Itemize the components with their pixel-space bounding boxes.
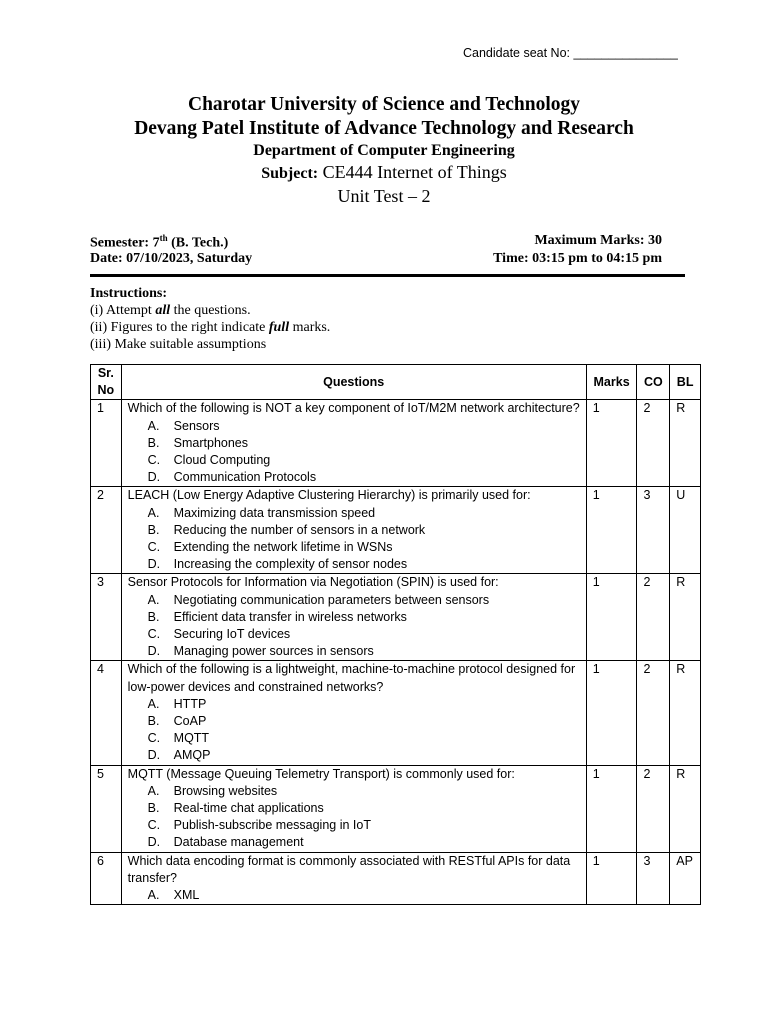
- option-letter: D.: [147, 644, 161, 659]
- candidate-seat-number: Candidate seat No: _______________: [463, 46, 678, 60]
- option-text: HTTP: [173, 696, 207, 711]
- bl-cell: R: [670, 574, 701, 661]
- answer-option: [128, 469, 580, 486]
- option-letter: C.: [147, 540, 161, 555]
- bl-cell: U: [670, 487, 701, 574]
- option-letter: B.: [147, 801, 160, 816]
- bl-cell: R: [670, 661, 701, 765]
- marks-cell: 1: [586, 852, 637, 905]
- header-co: CO: [637, 365, 670, 400]
- institute-name: Devang Patel Institute of Advance Technology and Research: [134, 118, 634, 139]
- question-text: Which of the following is a lightweight, machine-to-machine protocol designed for low-power devices and constrained networks?: [127, 662, 576, 694]
- answer-option: [128, 817, 580, 834]
- answer-option: [128, 435, 580, 452]
- header-sr-line2: No: [97, 383, 115, 398]
- bl-cell: AP: [670, 852, 701, 905]
- instruction-2-emphasis: full: [268, 320, 290, 335]
- co-cell: 2: [637, 661, 670, 765]
- option-text: Publish-subscribe messaging in IoT: [173, 818, 371, 833]
- answer-option: [128, 505, 580, 522]
- option-text: Extending the network lifetime in WSNs: [173, 540, 393, 555]
- answer-option: [128, 783, 580, 800]
- test-title: Unit Test – 2: [337, 186, 431, 206]
- table-row: [91, 574, 701, 661]
- co-cell: 2: [637, 765, 670, 852]
- marks-cell: 1: [586, 400, 637, 487]
- co-cell: 3: [637, 487, 670, 574]
- subject-name: CE444 Internet of Things: [322, 162, 507, 182]
- co-cell: 3: [637, 852, 670, 905]
- semester-suffix: (B. Tech.): [167, 235, 229, 251]
- questions-table: [90, 364, 701, 905]
- question-cell: [121, 765, 586, 852]
- option-letter: D.: [147, 835, 161, 850]
- answer-option: [128, 556, 580, 573]
- questions-body: [91, 400, 701, 905]
- question-number: 6: [91, 852, 122, 905]
- question-number: 5: [91, 765, 122, 852]
- option-text: CoAP: [173, 714, 207, 729]
- option-text: Maximizing data transmission speed: [173, 505, 376, 520]
- marks-cell: 1: [586, 574, 637, 661]
- option-letter: C.: [147, 453, 161, 468]
- option-letter: B.: [147, 609, 160, 624]
- option-letter: D.: [147, 470, 161, 485]
- semester-prefix: Semester: 7: [90, 235, 160, 251]
- bl-cell: R: [670, 400, 701, 487]
- option-letter: C.: [147, 627, 161, 642]
- co-cell: 2: [637, 400, 670, 487]
- question-number: 3: [91, 574, 122, 661]
- answer-option: [128, 800, 580, 817]
- option-text: Securing IoT devices: [173, 627, 291, 642]
- answer-option: [128, 713, 580, 730]
- answer-option: [128, 730, 580, 747]
- instruction-1-emphasis: all: [155, 303, 171, 318]
- answer-option: [128, 452, 580, 469]
- bl-cell: R: [670, 765, 701, 852]
- instruction-1: [90, 302, 330, 319]
- answer-option: [128, 522, 580, 539]
- option-letter: B.: [147, 435, 160, 450]
- exam-date: Date: 07/10/2023, Saturday: [90, 251, 253, 266]
- option-text: Communication Protocols: [173, 470, 317, 485]
- header-bl: BL: [670, 365, 701, 400]
- option-letter: A.: [147, 505, 160, 520]
- subject-line: [0, 162, 768, 183]
- question-number: 2: [91, 487, 122, 574]
- table-row: [91, 661, 701, 765]
- header-sr-line1: Sr.: [97, 366, 114, 380]
- instructions-heading: Instructions:: [90, 286, 168, 301]
- instruction-2-tail: marks.: [289, 320, 331, 335]
- question-cell: [121, 661, 586, 765]
- subject-label: Subject:: [261, 165, 319, 182]
- answer-option: [128, 626, 580, 643]
- question-text: Sensor Protocols for Information via Negotiation (SPIN) is used for:: [127, 575, 499, 590]
- marks-cell: 1: [586, 661, 637, 765]
- option-text: AMQP: [173, 748, 211, 763]
- answer-option: [128, 643, 580, 660]
- option-text: Smartphones: [173, 435, 249, 450]
- answer-option: [128, 609, 580, 626]
- answer-option: [128, 887, 580, 904]
- option-letter: C.: [147, 818, 161, 833]
- option-letter: B.: [147, 714, 160, 729]
- answer-option: [128, 418, 580, 435]
- option-text: Efficient data transfer in wireless networks: [173, 609, 407, 624]
- option-text: Negotiating communication parameters between sensors: [173, 592, 490, 607]
- question-cell: [121, 852, 586, 905]
- maximum-marks: Maximum Marks: 30: [534, 233, 662, 248]
- option-text: XML: [173, 888, 200, 903]
- table-row: [91, 765, 701, 852]
- question-text: LEACH (Low Energy Adaptive Clustering Hierarchy) is primarily used for:: [127, 488, 531, 503]
- option-letter: A.: [147, 592, 160, 607]
- instruction-1-tail: the questions.: [170, 303, 251, 318]
- header-sr-no: [91, 365, 122, 400]
- option-letter: B.: [147, 522, 160, 537]
- option-letter: A.: [147, 783, 160, 798]
- co-cell: 2: [637, 574, 670, 661]
- option-text: Database management: [173, 835, 304, 850]
- instructions: [90, 285, 330, 353]
- answer-option: [128, 696, 580, 713]
- option-text: MQTT: [173, 731, 210, 746]
- header-questions: Questions: [121, 365, 586, 400]
- answer-option: [128, 834, 580, 851]
- question-cell: [121, 574, 586, 661]
- instruction-3: (iii) Make suitable assumptions: [90, 337, 267, 352]
- option-letter: A.: [147, 888, 160, 903]
- option-text: Browsing websites: [173, 783, 278, 798]
- option-letter: D.: [147, 748, 161, 763]
- option-letter: A.: [147, 696, 160, 711]
- option-letter: C.: [147, 731, 161, 746]
- answer-option: [128, 539, 580, 556]
- question-cell: [121, 487, 586, 574]
- table-header-row: [91, 365, 701, 400]
- option-text: Sensors: [173, 418, 220, 433]
- option-text: Managing power sources in sensors: [173, 644, 374, 659]
- marks-cell: 1: [586, 765, 637, 852]
- answer-option: [128, 592, 580, 609]
- option-text: Real-time chat applications: [173, 801, 324, 816]
- option-text: Reducing the number of sensors in a network: [173, 522, 426, 537]
- question-number: 1: [91, 400, 122, 487]
- header-divider: [90, 274, 685, 277]
- table-row: [91, 487, 701, 574]
- instruction-2: [90, 319, 330, 336]
- instruction-2-text: (ii) Figures to the right indicate: [90, 320, 269, 335]
- exam-time: Time: 03:15 pm to 04:15 pm: [493, 251, 662, 266]
- table-row: [91, 852, 701, 905]
- question-number: 4: [91, 661, 122, 765]
- instruction-1-text: (i) Attempt: [90, 303, 156, 318]
- table-row: [91, 400, 701, 487]
- marks-cell: 1: [586, 487, 637, 574]
- department-name: Department of Computer Engineering: [253, 142, 515, 159]
- question-text: Which data encoding format is commonly associated with RESTful APIs for data transfer?: [127, 853, 571, 885]
- option-text: Cloud Computing: [173, 453, 271, 468]
- question-text: Which of the following is NOT a key component of IoT/M2M network architecture?: [127, 401, 580, 416]
- semester: [90, 233, 228, 252]
- university-name: Charotar University of Science and Technology: [188, 94, 580, 115]
- option-letter: A.: [147, 418, 160, 433]
- answer-option: [128, 747, 580, 764]
- semester-sup: th: [159, 233, 168, 243]
- question-text: MQTT (Message Queuing Telemetry Transport) is commonly used for:: [127, 766, 515, 781]
- question-cell: [121, 400, 586, 487]
- option-letter: D.: [147, 557, 161, 572]
- option-text: Increasing the complexity of sensor nodes: [173, 557, 408, 572]
- header-marks: Marks: [586, 365, 637, 400]
